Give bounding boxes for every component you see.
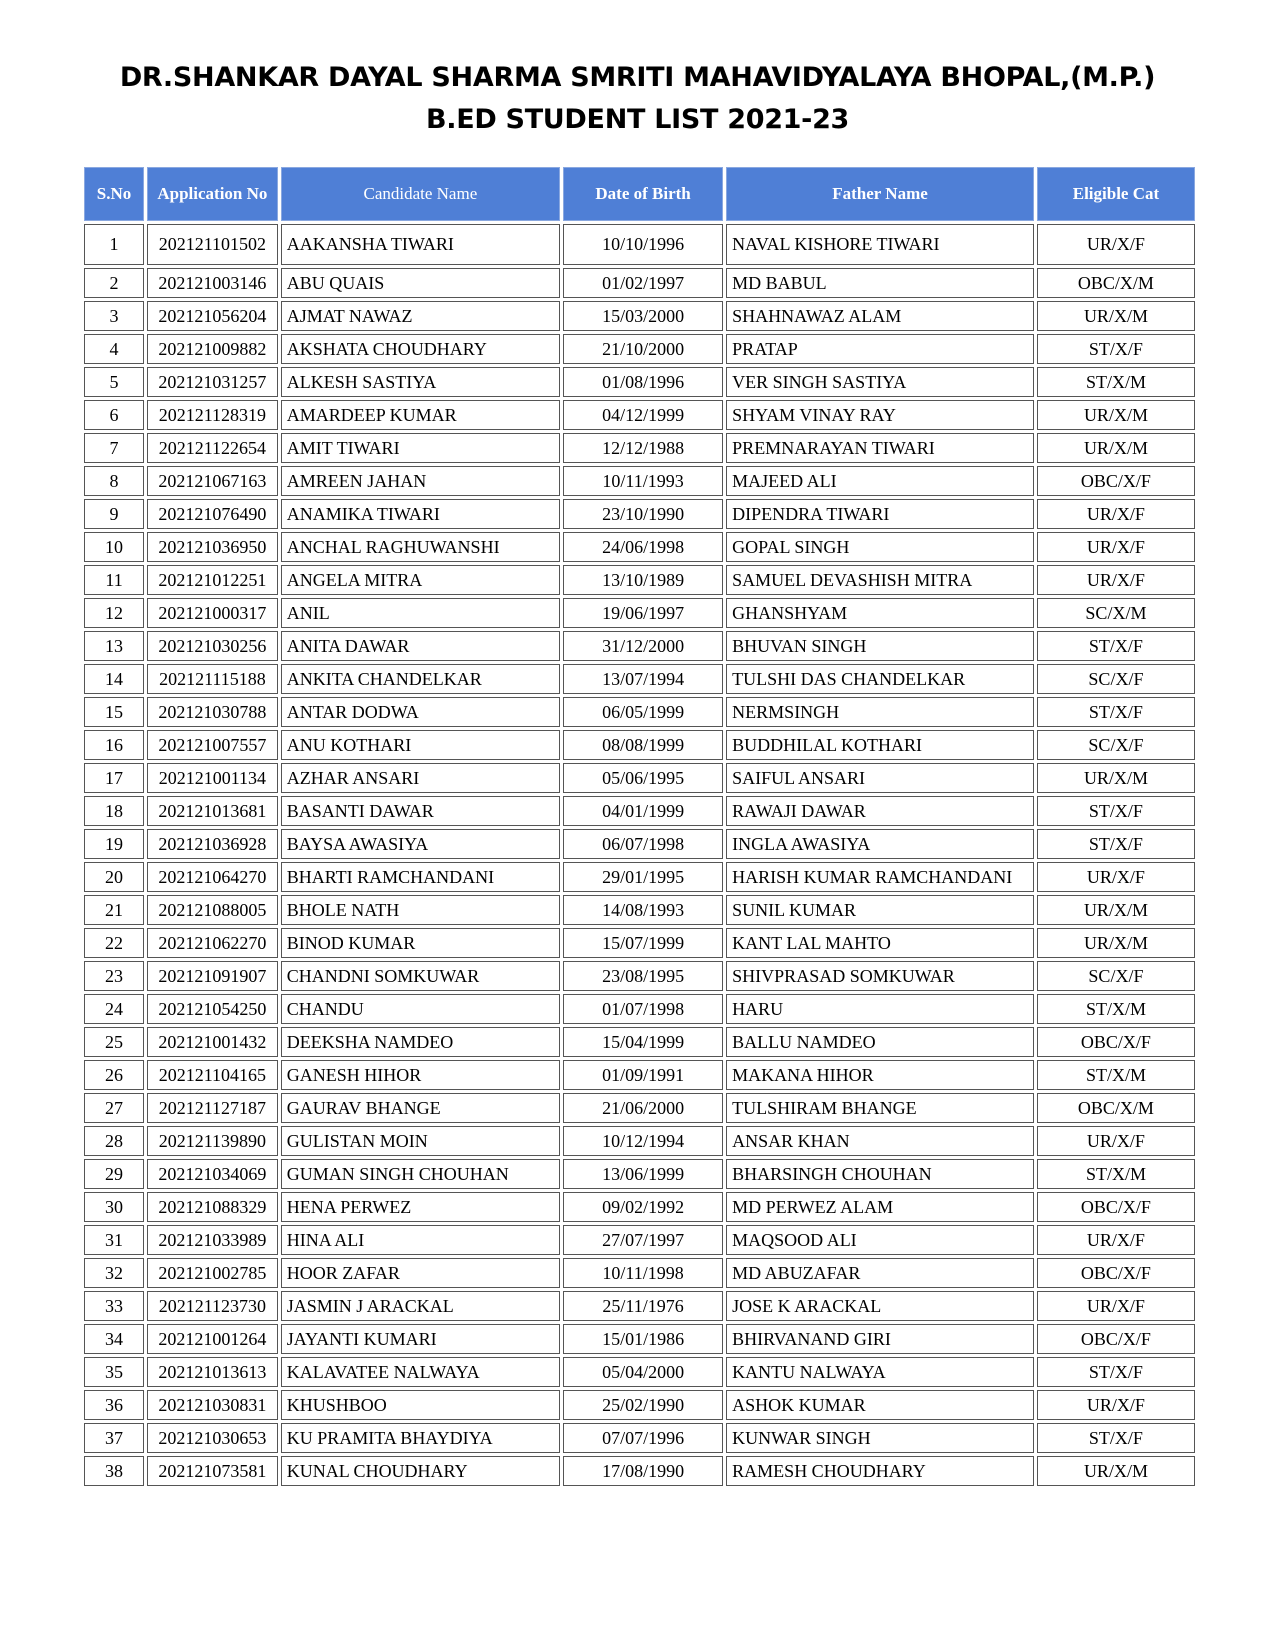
cell-candidate-name: KALAVATEE NALWAYA: [281, 1357, 560, 1387]
cell-father-name: NERMSINGH: [726, 697, 1034, 727]
cell-application-no: 202121007557: [147, 730, 278, 760]
cell-candidate-name: CHANDNI SOMKUWAR: [281, 961, 560, 991]
cell-father-name: SHYAM VINAY RAY: [726, 400, 1034, 430]
cell-candidate-name: AMARDEEP KUMAR: [281, 400, 560, 430]
cell-sno: 38: [84, 1456, 144, 1486]
cell-eligible-cat: SC/X/F: [1037, 961, 1195, 991]
cell-candidate-name: AAKANSHA TIWARI: [281, 224, 560, 265]
cell-date-of-birth: 29/01/1995: [563, 862, 723, 892]
cell-application-no: 202121030256: [147, 631, 278, 661]
cell-date-of-birth: 01/09/1991: [563, 1060, 723, 1090]
cell-sno: 17: [84, 763, 144, 793]
cell-father-name: BHARSINGH CHOUHAN: [726, 1159, 1034, 1189]
cell-father-name: BHUVAN SINGH: [726, 631, 1034, 661]
cell-candidate-name: AZHAR ANSARI: [281, 763, 560, 793]
cell-candidate-name: KUNAL CHOUDHARY: [281, 1456, 560, 1486]
table-row: [84, 466, 1195, 496]
cell-application-no: 202121073581: [147, 1456, 278, 1486]
cell-father-name: RAMESH CHOUDHARY: [726, 1456, 1034, 1486]
cell-date-of-birth: 13/07/1994: [563, 664, 723, 694]
table-row: [84, 862, 1195, 892]
cell-eligible-cat: UR/X/M: [1037, 928, 1195, 958]
cell-date-of-birth: 19/06/1997: [563, 598, 723, 628]
cell-father-name: INGLA AWASIYA: [726, 829, 1034, 859]
cell-candidate-name: AJMAT NAWAZ: [281, 301, 560, 331]
cell-candidate-name: ANIL: [281, 598, 560, 628]
cell-candidate-name: ALKESH SASTIYA: [281, 367, 560, 397]
cell-candidate-name: BHOLE NATH: [281, 895, 560, 925]
cell-eligible-cat: ST/X/M: [1037, 1060, 1195, 1090]
cell-sno: 1: [84, 224, 144, 265]
cell-application-no: 202121088329: [147, 1192, 278, 1222]
cell-candidate-name: ANKITA CHANDELKAR: [281, 664, 560, 694]
cell-date-of-birth: 24/06/1998: [563, 532, 723, 562]
cell-eligible-cat: UR/X/F: [1037, 1225, 1195, 1255]
cell-candidate-name: ANU KOTHARI: [281, 730, 560, 760]
cell-date-of-birth: 10/10/1996: [563, 224, 723, 265]
cell-candidate-name: HENA PERWEZ: [281, 1192, 560, 1222]
cell-father-name: KANTU NALWAYA: [726, 1357, 1034, 1387]
cell-application-no: 202121030653: [147, 1423, 278, 1453]
page-subtitle: B.ED STUDENT LIST 2021-23: [425, 104, 850, 135]
cell-date-of-birth: 21/10/2000: [563, 334, 723, 364]
cell-eligible-cat: UR/X/F: [1037, 224, 1195, 265]
cell-candidate-name: BASANTI DAWAR: [281, 796, 560, 826]
cell-sno: 4: [84, 334, 144, 364]
cell-candidate-name: AKSHATA CHOUDHARY: [281, 334, 560, 364]
cell-eligible-cat: UR/X/M: [1037, 433, 1195, 463]
cell-candidate-name: ANTAR DODWA: [281, 697, 560, 727]
cell-application-no: 202121127187: [147, 1093, 278, 1123]
cell-candidate-name: BHARTI RAMCHANDANI: [281, 862, 560, 892]
cell-application-no: 202121009882: [147, 334, 278, 364]
cell-application-no: 202121012251: [147, 565, 278, 595]
cell-eligible-cat: UR/X/F: [1037, 1291, 1195, 1321]
cell-candidate-name: AMREEN JAHAN: [281, 466, 560, 496]
cell-father-name: PREMNARAYAN TIWARI: [726, 433, 1034, 463]
cell-application-no: 202121101502: [147, 224, 278, 265]
cell-father-name: GOPAL SINGH: [726, 532, 1034, 562]
table-row: [84, 1027, 1195, 1057]
cell-eligible-cat: UR/X/F: [1037, 499, 1195, 529]
cell-sno: 2: [84, 268, 144, 298]
student-list-table: [81, 164, 1198, 1489]
cell-sno: 10: [84, 532, 144, 562]
cell-sno: 15: [84, 697, 144, 727]
cell-sno: 24: [84, 994, 144, 1024]
cell-father-name: MAKANA HIHOR: [726, 1060, 1034, 1090]
cell-sno: 20: [84, 862, 144, 892]
cell-candidate-name: BINOD KUMAR: [281, 928, 560, 958]
cell-application-no: 202121013681: [147, 796, 278, 826]
cell-father-name: BALLU NAMDEO: [726, 1027, 1034, 1057]
cell-candidate-name: ANITA DAWAR: [281, 631, 560, 661]
cell-eligible-cat: UR/X/F: [1037, 1390, 1195, 1420]
cell-candidate-name: BAYSA AWASIYA: [281, 829, 560, 859]
cell-date-of-birth: 09/02/1992: [563, 1192, 723, 1222]
cell-sno: 8: [84, 466, 144, 496]
column-header-application-no: Application No: [147, 167, 278, 221]
table-row: [84, 532, 1195, 562]
cell-eligible-cat: OBC/X/F: [1037, 466, 1195, 496]
cell-father-name: MD BABUL: [726, 268, 1034, 298]
table-row: [84, 631, 1195, 661]
cell-sno: 13: [84, 631, 144, 661]
cell-eligible-cat: ST/X/M: [1037, 367, 1195, 397]
cell-candidate-name: HINA ALI: [281, 1225, 560, 1255]
cell-application-no: 202121091907: [147, 961, 278, 991]
cell-sno: 21: [84, 895, 144, 925]
cell-father-name: DIPENDRA TIWARI: [726, 499, 1034, 529]
cell-sno: 27: [84, 1093, 144, 1123]
cell-application-no: 202121054250: [147, 994, 278, 1024]
cell-father-name: SAIFUL ANSARI: [726, 763, 1034, 793]
cell-father-name: HARU: [726, 994, 1034, 1024]
table-row: [84, 1291, 1195, 1321]
cell-sno: 23: [84, 961, 144, 991]
table-row: [84, 1324, 1195, 1354]
table-row: [84, 796, 1195, 826]
cell-sno: 34: [84, 1324, 144, 1354]
cell-sno: 16: [84, 730, 144, 760]
cell-eligible-cat: UR/X/M: [1037, 763, 1195, 793]
column-header-eligible-cat: Eligible Cat: [1037, 167, 1195, 221]
cell-candidate-name: JASMIN J ARACKAL: [281, 1291, 560, 1321]
cell-application-no: 202121139890: [147, 1126, 278, 1156]
cell-application-no: 202121088005: [147, 895, 278, 925]
cell-eligible-cat: OBC/X/F: [1037, 1258, 1195, 1288]
cell-eligible-cat: ST/X/F: [1037, 796, 1195, 826]
cell-application-no: 202121001264: [147, 1324, 278, 1354]
cell-father-name: HARISH KUMAR RAMCHANDANI: [726, 862, 1034, 892]
cell-eligible-cat: SC/X/M: [1037, 598, 1195, 628]
cell-date-of-birth: 17/08/1990: [563, 1456, 723, 1486]
cell-father-name: SAMUEL DEVASHISH MITRA: [726, 565, 1034, 595]
cell-date-of-birth: 01/07/1998: [563, 994, 723, 1024]
cell-father-name: MAQSOOD ALI: [726, 1225, 1034, 1255]
cell-eligible-cat: OBC/X/M: [1037, 268, 1195, 298]
cell-date-of-birth: 23/08/1995: [563, 961, 723, 991]
cell-application-no: 202121104165: [147, 1060, 278, 1090]
cell-candidate-name: CHANDU: [281, 994, 560, 1024]
cell-application-no: 202121003146: [147, 268, 278, 298]
table-row: [84, 301, 1195, 331]
cell-application-no: 202121030788: [147, 697, 278, 727]
cell-eligible-cat: ST/X/F: [1037, 1423, 1195, 1453]
table-row: [84, 961, 1195, 991]
cell-date-of-birth: 05/06/1995: [563, 763, 723, 793]
table-row: [84, 1390, 1195, 1420]
cell-father-name: PRATAP: [726, 334, 1034, 364]
cell-date-of-birth: 25/02/1990: [563, 1390, 723, 1420]
cell-date-of-birth: 04/01/1999: [563, 796, 723, 826]
cell-eligible-cat: ST/X/F: [1037, 631, 1195, 661]
table-row: [84, 499, 1195, 529]
cell-eligible-cat: OBC/X/F: [1037, 1027, 1195, 1057]
cell-sno: 35: [84, 1357, 144, 1387]
cell-eligible-cat: ST/X/F: [1037, 334, 1195, 364]
cell-candidate-name: AMIT TIWARI: [281, 433, 560, 463]
cell-eligible-cat: UR/X/M: [1037, 301, 1195, 331]
cell-date-of-birth: 10/12/1994: [563, 1126, 723, 1156]
cell-candidate-name: GANESH HIHOR: [281, 1060, 560, 1090]
cell-father-name: TULSHIRAM BHANGE: [726, 1093, 1034, 1123]
cell-date-of-birth: 31/12/2000: [563, 631, 723, 661]
cell-application-no: 202121122654: [147, 433, 278, 463]
cell-eligible-cat: ST/X/F: [1037, 829, 1195, 859]
cell-father-name: VER SINGH SASTIYA: [726, 367, 1034, 397]
table-row: [84, 268, 1195, 298]
table-row: [84, 1126, 1195, 1156]
cell-candidate-name: ANCHAL RAGHUWANSHI: [281, 532, 560, 562]
cell-sno: 6: [84, 400, 144, 430]
table-row: [84, 928, 1195, 958]
cell-father-name: TULSHI DAS CHANDELKAR: [726, 664, 1034, 694]
table-row: [84, 1192, 1195, 1222]
cell-application-no: 202121033989: [147, 1225, 278, 1255]
cell-eligible-cat: OBC/X/F: [1037, 1192, 1195, 1222]
cell-candidate-name: KU PRAMITA BHAYDIYA: [281, 1423, 560, 1453]
cell-date-of-birth: 14/08/1993: [563, 895, 723, 925]
cell-application-no: 202121031257: [147, 367, 278, 397]
cell-date-of-birth: 01/02/1997: [563, 268, 723, 298]
cell-sno: 29: [84, 1159, 144, 1189]
cell-candidate-name: ABU QUAIS: [281, 268, 560, 298]
cell-eligible-cat: SC/X/F: [1037, 730, 1195, 760]
cell-candidate-name: JAYANTI KUMARI: [281, 1324, 560, 1354]
cell-father-name: MAJEED ALI: [726, 466, 1034, 496]
cell-father-name: ANSAR KHAN: [726, 1126, 1034, 1156]
cell-sno: 22: [84, 928, 144, 958]
cell-eligible-cat: UR/X/M: [1037, 1456, 1195, 1486]
cell-father-name: SHIVPRASAD SOMKUWAR: [726, 961, 1034, 991]
table-row: [84, 1258, 1195, 1288]
table-header-row: [84, 167, 1195, 221]
cell-application-no: 202121062270: [147, 928, 278, 958]
cell-date-of-birth: 15/04/1999: [563, 1027, 723, 1057]
cell-sno: 37: [84, 1423, 144, 1453]
cell-father-name: BUDDHILAL KOTHARI: [726, 730, 1034, 760]
cell-sno: 18: [84, 796, 144, 826]
cell-date-of-birth: 25/11/1976: [563, 1291, 723, 1321]
cell-candidate-name: ANAMIKA TIWARI: [281, 499, 560, 529]
cell-application-no: 202121034069: [147, 1159, 278, 1189]
cell-application-no: 202121002785: [147, 1258, 278, 1288]
cell-father-name: JOSE K ARACKAL: [726, 1291, 1034, 1321]
table-row: [84, 598, 1195, 628]
table-row: [84, 565, 1195, 595]
cell-application-no: 202121013613: [147, 1357, 278, 1387]
cell-date-of-birth: 01/08/1996: [563, 367, 723, 397]
cell-father-name: KUNWAR SINGH: [726, 1423, 1034, 1453]
cell-candidate-name: GULISTAN MOIN: [281, 1126, 560, 1156]
column-header-sno: S.No: [84, 167, 144, 221]
cell-application-no: 202121001134: [147, 763, 278, 793]
cell-eligible-cat: OBC/X/F: [1037, 1324, 1195, 1354]
cell-candidate-name: GUMAN SINGH CHOUHAN: [281, 1159, 560, 1189]
table-row: [84, 1357, 1195, 1387]
cell-father-name: KANT LAL MAHTO: [726, 928, 1034, 958]
cell-father-name: SHAHNAWAZ ALAM: [726, 301, 1034, 331]
table-row: [84, 895, 1195, 925]
table-row: [84, 433, 1195, 463]
cell-eligible-cat: UR/X/M: [1037, 895, 1195, 925]
cell-date-of-birth: 08/08/1999: [563, 730, 723, 760]
cell-application-no: 202121123730: [147, 1291, 278, 1321]
cell-eligible-cat: UR/X/M: [1037, 400, 1195, 430]
table-row: [84, 1093, 1195, 1123]
table-row: [84, 730, 1195, 760]
cell-sno: 9: [84, 499, 144, 529]
cell-eligible-cat: ST/X/F: [1037, 697, 1195, 727]
column-header-father-name: Father Name: [726, 167, 1034, 221]
cell-date-of-birth: 06/07/1998: [563, 829, 723, 859]
cell-date-of-birth: 06/05/1999: [563, 697, 723, 727]
cell-date-of-birth: 13/06/1999: [563, 1159, 723, 1189]
cell-application-no: 202121001432: [147, 1027, 278, 1057]
cell-date-of-birth: 05/04/2000: [563, 1357, 723, 1387]
table-row: [84, 829, 1195, 859]
table-row: [84, 1159, 1195, 1189]
cell-candidate-name: GAURAV BHANGE: [281, 1093, 560, 1123]
cell-sno: 28: [84, 1126, 144, 1156]
cell-sno: 19: [84, 829, 144, 859]
column-header-candidate-name: Candidate Name: [281, 167, 560, 221]
cell-application-no: 202121115188: [147, 664, 278, 694]
cell-sno: 11: [84, 565, 144, 595]
table-row: [84, 697, 1195, 727]
cell-date-of-birth: 15/07/1999: [563, 928, 723, 958]
table-row: [84, 1456, 1195, 1486]
cell-candidate-name: HOOR ZAFAR: [281, 1258, 560, 1288]
cell-date-of-birth: 15/01/1986: [563, 1324, 723, 1354]
cell-sno: 26: [84, 1060, 144, 1090]
cell-eligible-cat: ST/X/M: [1037, 1159, 1195, 1189]
cell-sno: 25: [84, 1027, 144, 1057]
table-row: [84, 224, 1195, 265]
table-row: [84, 367, 1195, 397]
cell-candidate-name: KHUSHBOO: [281, 1390, 560, 1420]
cell-date-of-birth: 04/12/1999: [563, 400, 723, 430]
cell-application-no: 202121076490: [147, 499, 278, 529]
cell-date-of-birth: 07/07/1996: [563, 1423, 723, 1453]
cell-father-name: MD ABUZAFAR: [726, 1258, 1034, 1288]
cell-sno: 31: [84, 1225, 144, 1255]
table-row: [84, 400, 1195, 430]
cell-date-of-birth: 23/10/1990: [563, 499, 723, 529]
cell-application-no: 202121036928: [147, 829, 278, 859]
cell-eligible-cat: UR/X/F: [1037, 532, 1195, 562]
cell-sno: 12: [84, 598, 144, 628]
table-row: [84, 763, 1195, 793]
cell-application-no: 202121056204: [147, 301, 278, 331]
cell-eligible-cat: OBC/X/M: [1037, 1093, 1195, 1123]
page-title: DR.SHANKAR DAYAL SHARMA SMRITI MAHAVIDYALAYA BHOPAL,(M.P.): [119, 62, 1156, 93]
cell-eligible-cat: UR/X/F: [1037, 862, 1195, 892]
table-row: [84, 1423, 1195, 1453]
cell-date-of-birth: 27/07/1997: [563, 1225, 723, 1255]
cell-father-name: NAVAL KISHORE TIWARI: [726, 224, 1034, 265]
table-row: [84, 664, 1195, 694]
cell-eligible-cat: ST/X/F: [1037, 1357, 1195, 1387]
cell-sno: 3: [84, 301, 144, 331]
cell-eligible-cat: UR/X/F: [1037, 1126, 1195, 1156]
cell-sno: 33: [84, 1291, 144, 1321]
cell-application-no: 202121030831: [147, 1390, 278, 1420]
cell-sno: 36: [84, 1390, 144, 1420]
cell-candidate-name: ANGELA MITRA: [281, 565, 560, 595]
cell-father-name: SUNIL KUMAR: [726, 895, 1034, 925]
cell-date-of-birth: 12/12/1988: [563, 433, 723, 463]
cell-application-no: 202121036950: [147, 532, 278, 562]
cell-sno: 32: [84, 1258, 144, 1288]
cell-father-name: BHIRVANAND GIRI: [726, 1324, 1034, 1354]
cell-date-of-birth: 21/06/2000: [563, 1093, 723, 1123]
cell-sno: 30: [84, 1192, 144, 1222]
cell-date-of-birth: 15/03/2000: [563, 301, 723, 331]
table-row: [84, 1060, 1195, 1090]
cell-eligible-cat: UR/X/F: [1037, 565, 1195, 595]
cell-application-no: 202121128319: [147, 400, 278, 430]
cell-eligible-cat: ST/X/M: [1037, 994, 1195, 1024]
cell-father-name: GHANSHYAM: [726, 598, 1034, 628]
cell-sno: 5: [84, 367, 144, 397]
table-row: [84, 334, 1195, 364]
cell-candidate-name: DEEKSHA NAMDEO: [281, 1027, 560, 1057]
cell-father-name: RAWAJI DAWAR: [726, 796, 1034, 826]
cell-application-no: 202121000317: [147, 598, 278, 628]
cell-father-name: ASHOK KUMAR: [726, 1390, 1034, 1420]
cell-father-name: MD PERWEZ ALAM: [726, 1192, 1034, 1222]
cell-application-no: 202121067163: [147, 466, 278, 496]
cell-sno: 14: [84, 664, 144, 694]
cell-sno: 7: [84, 433, 144, 463]
cell-application-no: 202121064270: [147, 862, 278, 892]
cell-date-of-birth: 10/11/1998: [563, 1258, 723, 1288]
cell-eligible-cat: SC/X/F: [1037, 664, 1195, 694]
table-row: [84, 994, 1195, 1024]
column-header-date-of-birth: Date of Birth: [563, 167, 723, 221]
table-row: [84, 1225, 1195, 1255]
cell-date-of-birth: 10/11/1993: [563, 466, 723, 496]
cell-date-of-birth: 13/10/1989: [563, 565, 723, 595]
